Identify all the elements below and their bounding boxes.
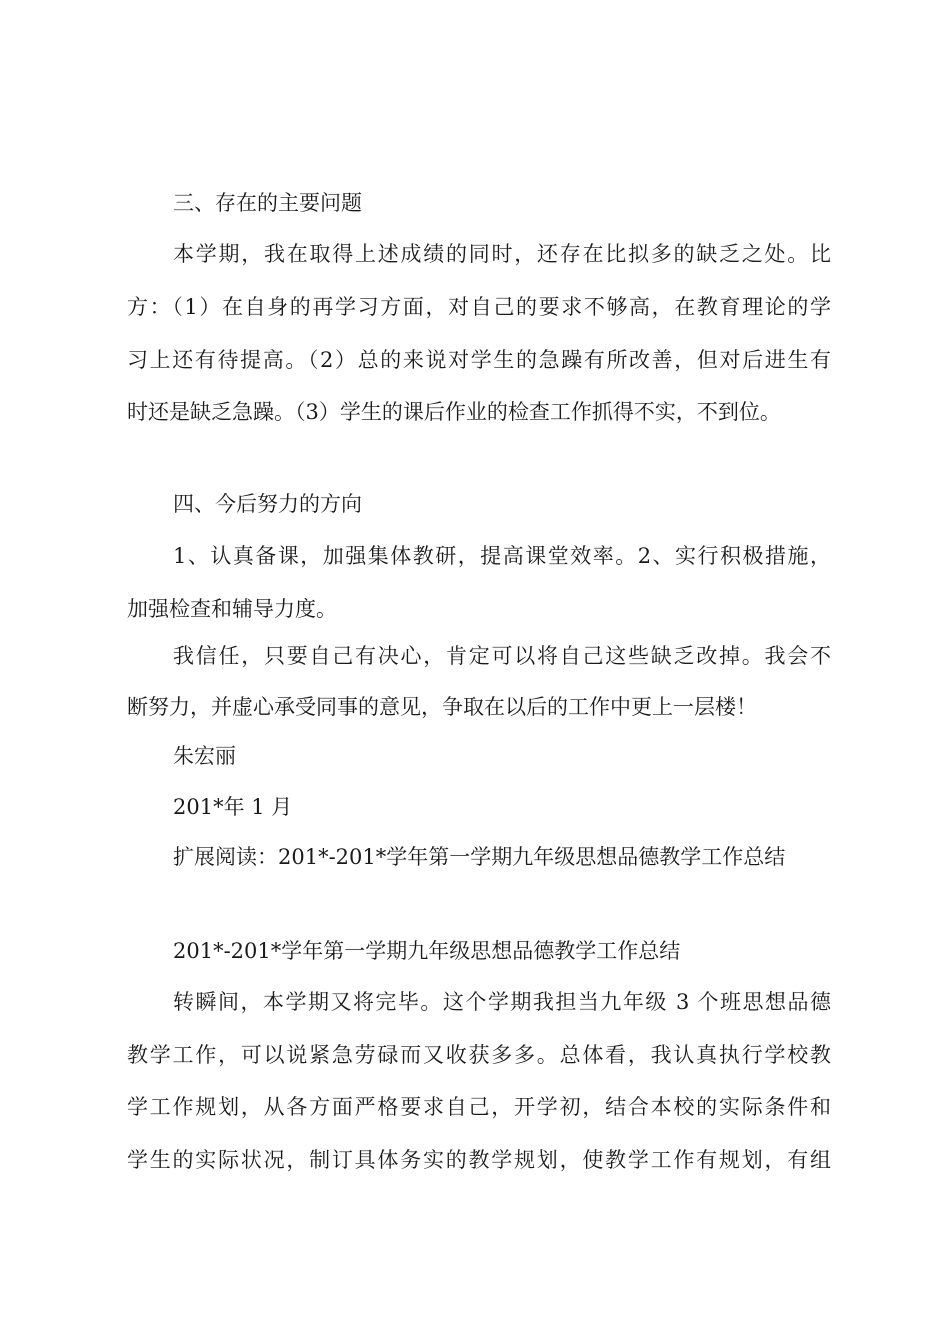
section-heading-direction: 四、今后努力的方向 [173, 492, 362, 516]
article-title: 201*-201*学年第一学期九年级思想品德教学工作总结 [173, 939, 681, 963]
paragraph-line: 方：（1）在自身的再学习方面，对自己的要求不够高，在教育理论的学 [127, 295, 831, 319]
paragraph-line: 1、认真备课，加强集体教研，提高课堂效率。2、实行积极措施， [173, 544, 831, 568]
extended-reading-link: 扩展阅读：201*-201*学年第一学期九年级思想品德教学工作总结 [173, 845, 786, 869]
paragraph-line: 断努力，并虚心承受同事的意见，争取在以后的工作中更上一层楼！ [127, 695, 757, 719]
paragraph-line: 学生的实际状况，制订具体务实的教学规划，使教学工作有规划，有组 [127, 1148, 831, 1172]
paragraph-line: 我信任，只要自己有决心，肯定可以将自己这些缺乏改掉。我会不 [173, 644, 831, 668]
signature-name: 朱宏丽 [173, 744, 236, 768]
paragraph-line: 转瞬间，本学期又将完毕。这个学期我担当九年级 3 个班思想品德 [173, 990, 831, 1014]
paragraph-line: 加强检查和辅导力度。 [127, 597, 337, 621]
paragraph-line: 习上还有待提高。（2）总的来说对学生的急躁有所改善，但对后进生有 [127, 348, 831, 372]
signature-date: 201*年 1 月 [173, 795, 293, 819]
paragraph-line: 本学期，我在取得上述成绩的同时，还存在比拟多的缺乏之处。比 [173, 242, 831, 266]
paragraph-line: 教学工作，可以说紧急劳碌而又收获多多。总体看，我认真执行学校教 [127, 1043, 831, 1067]
paragraph-line: 学工作规划，从各方面严格要求自己，开学初，结合本校的实际条件和 [127, 1095, 831, 1119]
paragraph-line: 时还是缺乏急躁。（3）学生的课后作业的检查工作抓得不实，不到位。 [127, 400, 781, 424]
section-heading-problems: 三、存在的主要问题 [173, 191, 362, 215]
